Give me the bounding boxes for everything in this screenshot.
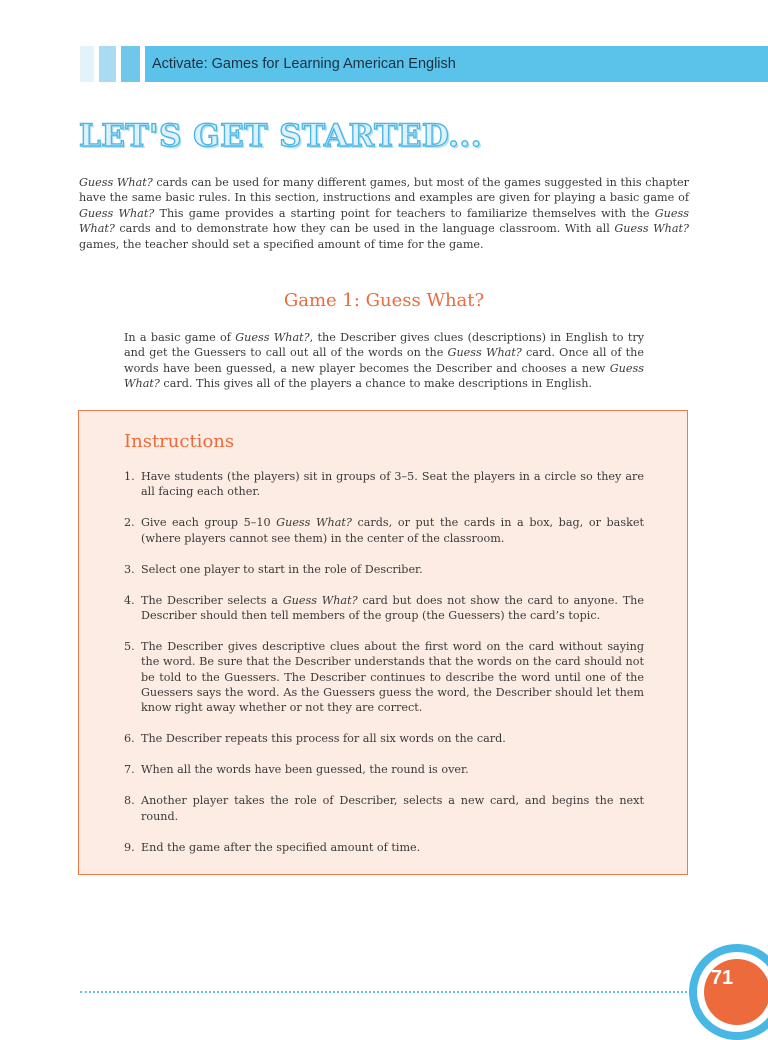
game-description: In a basic game of Guess What?, the Describer gives clues (descriptions) in English to try and get the Guessers to call out all of the words on the Guess What? card. Once all of the words have been guessed, a new player becomes the Describer and chooses a new Guess What? card. This gives all of the players a chance to make descriptions in English.: [124, 331, 645, 391]
header-banner: [145, 46, 768, 82]
instructions-box: [78, 410, 688, 875]
header-square-light: [80, 46, 94, 82]
header-banner-text: Activate: Games for Learning American English: [152, 56, 456, 72]
page-title: LET'S GET STARTED...: [79, 118, 483, 154]
instructions-title: Instructions: [124, 431, 235, 452]
page-number-badge: [689, 944, 768, 1040]
footer-dotted-line: [80, 991, 695, 993]
instruction-item: 7. When all the words have been guessed, the round is over.: [124, 763, 469, 777]
instruction-item: 2. Give each group 5–10 Guess What? cards, or put the cards in a box, bag, or basket (where players cannot see them) in the center of the classroom.: [124, 516, 644, 545]
instruction-item: 4. The Describer selects a Guess What? card but does not show the card to anyone. The Describer should then tell members of the group (the Guessers) the card’s topic.: [124, 593, 644, 622]
instruction-item: 6. The Describer repeats this process for all six words on the card.: [124, 732, 506, 746]
instruction-item: 8. Another player takes the role of Describer, selects a new card, and begins the next round.: [124, 794, 644, 823]
instruction-item: 5. The Describer gives descriptive clues about the first word on the card without saying the word. Be sure that the Describer understands that the words on the card should not be told to the Guessers. The Describer continues to describe the word until one of the Guessers says the word. As the Guessers guess the word, the Describer should let them know right away whether or not they are correct.: [124, 639, 644, 715]
page-badge-core: [704, 959, 768, 1025]
game-title: Game 1: Guess What?: [283, 290, 485, 311]
instructions-list: [124, 469, 644, 870]
header-square-mid: [99, 46, 116, 82]
intro-paragraph: Guess What? cards can be used for many different games, but most of the games suggested in this chapter have the same basic rules. In this section, instructions and examples are given for playing a basic game of Guess What? This game provides a starting point for teachers to familiarize themselves with the Guess What? cards and to demonstrate how they can be used in the language classroom. With all Guess What? games, the teacher should set a specified amount of time for the game.: [79, 176, 690, 251]
page-number: 71: [710, 966, 734, 989]
instruction-item: 9. End the game after the specified amount of time.: [124, 840, 421, 854]
header-square-dark: [121, 46, 140, 82]
instruction-item: 1. Have students (the players) sit in groups of 3–5. Seat the players in a circle so they are all facing each other.: [124, 470, 644, 499]
instruction-item: 3. Select one player to start in the role of Describer.: [124, 562, 423, 576]
